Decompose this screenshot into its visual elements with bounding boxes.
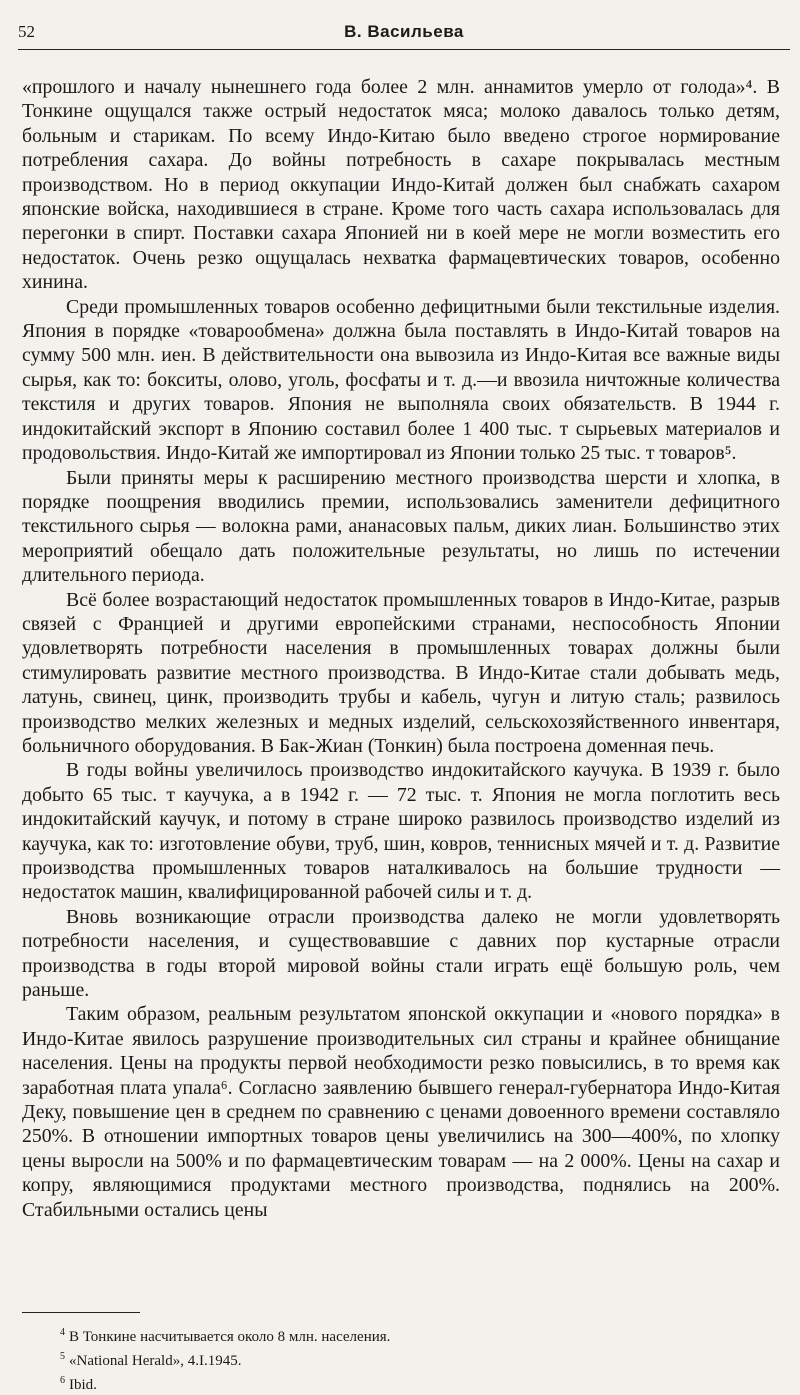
footnote (60, 1323, 780, 1347)
paragraph: Вновь возникающие отрасли производства далеко не могли удовлетворять потребности населения, и существовавшие с давних пор кустарные отрасли производства в годы второй мировой войны стали играть ещё большую роль, чем раньше. (22, 905, 780, 1002)
page-number: 52 (18, 22, 35, 41)
paragraph: Таким образом, реальным результатом японской оккупации и «нового порядка» в Индо-Китае явилось разрушение производительных сил страны и крайнее обнищание населения. Цены на продукты первой необходимости резко повысились, в то время как заработная плата упала⁶. Согласно заявлению бывшего генерал-губернатора Индо-Китая Деку, повышение цен в среднем по сравнению с ценами довоенного времени составляло 250%. В отношении импортных товаров цены увеличились на 300—400%, по хлопку цены выросли на 500% и по фармацевтическим товарам — на 2 000%. Цены на сахар и копру, являющимися продуктами местного производства, поднялись на 200%. Стабильными остались цены (22, 1003, 780, 1221)
footnote-mark: 4 (60, 1327, 65, 1338)
paragraph: Были приняты меры к расширению местного производства шерсти и хлопка, в порядке поощрения вводились премии, использовались заменители дефицитного текстильного сырья — волокна рами, ананасовых пальм, диких лиан. Большинство этих мероприятий обещало дать положительные результаты, но лишь по истечении длительного периода. (22, 466, 780, 587)
footnote-mark: 5 (60, 1351, 65, 1362)
body-text (22, 75, 780, 1222)
paragraph: Среди промышленных товаров особенно дефицитными были текстильные изделия. Япония в порядке «товарообмена» должна была поставлять в Индо-Китай товаров на сумму 500 млн. иен. В действительности она вывозила из Индо-Китая все важные виды сырья, как то: бокситы, олово, уголь, фосфаты и т. д.—и ввозила ничтожные количества текстиля и других товаров. Япония не выполняла своих обязательств. В 1944 г. индокитайский экспорт в Японию составил более 1 400 тыс. т сырьевых материалов и продовольствия. Индо-Китай же импортировал из Японии только 25 тыс. т товаров⁵. (22, 295, 780, 465)
footnote-text: «National Herald», 4.I.1945. (69, 1353, 242, 1369)
footnote-rule (22, 1312, 140, 1313)
footnotes (60, 1323, 780, 1395)
footnote (60, 1347, 780, 1371)
footnote-mark: 6 (60, 1375, 65, 1386)
footnote-text: В Тонкине насчитывается около 8 млн. населения. (69, 1329, 391, 1345)
footnote-text: Ibid. (69, 1377, 97, 1393)
paragraph: В годы войны увеличилось производство индокитайского каучука. В 1939 г. было добыто 65 тыс. т каучука, а в 1942 г. — 72 тыс. т. Япония не могла поглотить весь индокитайский каучук, и потому в стране широко развилось производство изделий из каучука, как то: изготовление обуви, труб, шин, ковров, теннисных мячей и т. д. Развитие производства промышленных товаров наталкивалось на большие трудности — недостаток машин, квалифицированной рабочей силы и т. д. (22, 759, 780, 904)
running-head-author: В. Васильева (344, 22, 464, 41)
paragraph: «прошлого и началу нынешнего года более 2 млн. аннамитов умерло от голода»⁴. В Тонкине ощущался также острый недостаток мяса; молоко давалось только детям, больным и старикам. По всему Индо-Китаю было введено строгое нормирование потребления сахара. До войны потребность в сахаре покрывалась местным производством. Но в период оккупации Индо-Китай должен был снабжать сахаром японские войска, находившиеся в стране. Кроме того часть сахара использовалась для перегонки в спирт. Поставки сахара Японией ни в коей мере не могли возместить его недостаток. Очень резко ощущалась нехватка фармацевтических товаров, особенно хинина. (22, 76, 780, 294)
footnote (60, 1371, 780, 1395)
header-rule (18, 49, 790, 50)
paragraph: Всё более возрастающий недостаток промышленных товаров в Индо-Китае, разрыв связей с Францией и другими европейскими странами, неспособность Японии удовлетворять потребности населения в промышленных товарах должны были стимулировать развитие местного производства. В Индо-Китае стали добывать медь, латунь, свинец, цинк, производить трубы и кабель, чугун и литую сталь; развилось производство мелких железных и медных изделий, сельскохозяйственного инвентаря, больничного оборудования. В Бак-Жиан (Тонкин) была построена доменная печь. (22, 588, 780, 757)
running-header (18, 22, 790, 48)
